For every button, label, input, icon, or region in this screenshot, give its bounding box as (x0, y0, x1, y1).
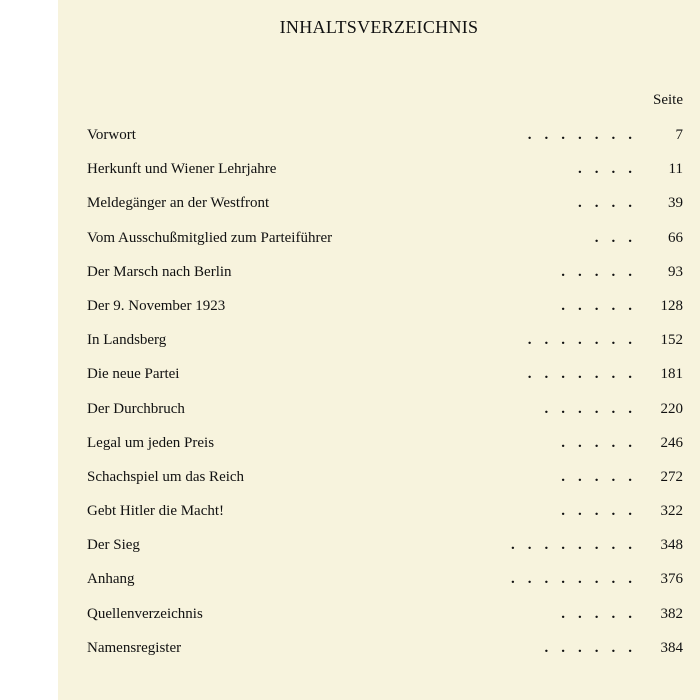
dot-leader: ..... (561, 434, 645, 451)
toc-entry-page-number: 382 (660, 605, 683, 622)
toc-entry (87, 364, 683, 398)
book-page (58, 0, 700, 700)
dot-leader: ........ (511, 571, 645, 588)
toc-entry (87, 604, 683, 638)
dot-leader: ...... (544, 639, 645, 656)
toc-entry-page-number: 39 (668, 195, 683, 212)
toc-entry-title: Meldegänger an der Westfront (87, 195, 270, 212)
toc-entry (87, 193, 683, 227)
toc-entry-title: Gebt Hitler die Macht! (87, 503, 225, 520)
toc-entry-title: Der Durchbruch (87, 400, 185, 417)
toc-entry-page-number: 322 (660, 503, 683, 520)
toc-entry (87, 262, 683, 296)
toc-entry-title: In Landsberg (87, 332, 167, 349)
dot-leader: ...... (544, 400, 645, 417)
toc-entry-title: Herkunft und Wiener Lehrjahre (87, 161, 277, 178)
toc-entry (87, 467, 683, 501)
toc-entry (87, 501, 683, 535)
toc-entry-page-number: 128 (660, 297, 683, 314)
page-column-label: Seite (653, 92, 683, 108)
dot-leader: ....... (527, 127, 645, 143)
toc-entry-page-number: 220 (660, 400, 683, 417)
toc-entry-page-number: 7 (675, 127, 683, 143)
toc-entry (87, 638, 683, 672)
toc-entry-title: Der Sieg (87, 537, 140, 554)
table-of-contents (87, 125, 683, 672)
dot-leader: ..... (561, 605, 645, 622)
dot-leader: ........ (511, 537, 645, 554)
toc-entry (87, 228, 683, 262)
toc-entry (87, 159, 683, 193)
toc-entry-page-number: 181 (660, 366, 683, 383)
toc-entry (87, 330, 683, 364)
toc-entry (87, 569, 683, 603)
toc-entry-page-number: 66 (668, 229, 683, 246)
toc-entry-title: Die neue Partei (87, 366, 180, 383)
page-heading: INHALTSVERZEICHNIS (279, 17, 479, 37)
toc-entry-title: Quellenverzeichnis (87, 605, 203, 622)
toc-entry-page-number: 384 (660, 639, 683, 656)
dot-leader: ....... (527, 332, 645, 349)
toc-entry-page-number: 11 (668, 161, 683, 178)
toc-entry-title: Vorwort (87, 127, 136, 143)
dot-leader: ....... (527, 366, 645, 383)
toc-entry-title: Vom Ausschußmitglied zum Parteiführer (87, 229, 333, 246)
toc-entry-page-number: 272 (660, 468, 683, 485)
toc-entry (87, 296, 683, 330)
toc-entry (87, 433, 683, 467)
toc-entry-page-number: 246 (660, 434, 683, 451)
dot-leader: .... (578, 161, 645, 178)
dot-leader: ... (594, 229, 645, 246)
toc-entry-page-number: 152 (660, 332, 683, 349)
dot-leader: .... (578, 195, 645, 212)
toc-entry-page-number: 348 (660, 537, 683, 554)
toc-entry-page-number: 376 (660, 571, 683, 588)
dot-leader: ..... (561, 503, 645, 520)
dot-leader: ..... (561, 468, 645, 485)
toc-entry (87, 125, 683, 159)
toc-entry-title: Legal um jeden Preis (87, 434, 215, 451)
toc-entry-title: Der Marsch nach Berlin (87, 263, 232, 280)
toc-entry-title: Schachspiel um das Reich (87, 468, 245, 485)
toc-entry-title: Namensregister (87, 639, 182, 656)
dot-leader: ..... (561, 297, 645, 314)
toc-entry-title: Der 9. November 1923 (87, 297, 226, 314)
dot-leader: ..... (561, 263, 645, 280)
toc-entry-title: Anhang (87, 571, 135, 588)
toc-entry (87, 535, 683, 569)
toc-entry (87, 399, 683, 433)
toc-entry-page-number: 93 (668, 263, 683, 280)
